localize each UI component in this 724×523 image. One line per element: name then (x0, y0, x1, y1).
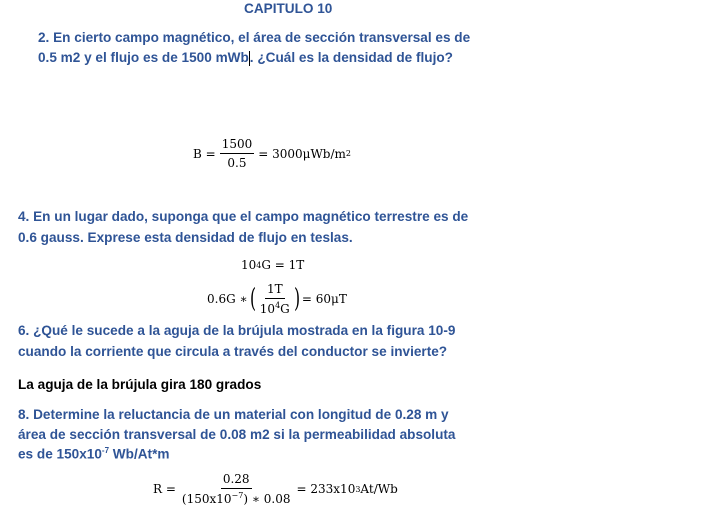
eq-rhs-b: At/Wb (360, 482, 398, 496)
question-2-line2a: 0.5 m2 y el flujo es de 1500 mWb (38, 50, 249, 65)
question-6-line1: 6. ¿Qué le sucede a la aguja de la brújula mostrada en la figura 10-9 (18, 323, 456, 338)
eq-sup: 4 (256, 260, 262, 270)
question-2-line2 (38, 50, 453, 66)
question-4-line2: 0.6 gauss. Exprese esta densidad de flujo en teslas. (18, 230, 353, 245)
eq-denominator (258, 299, 292, 316)
equation-gauss-tesla (241, 258, 304, 272)
eq-rhs: = 3000μWb/m (258, 146, 346, 161)
den-sup: −7 (231, 491, 244, 500)
line3a: es de 150x10 (18, 446, 102, 462)
question-8-line2: área de sección transversal de 0.08 m2 si la permeabilidad absoluta (18, 427, 456, 442)
eq-lhs: R = (153, 482, 176, 496)
question-8-line3 (18, 446, 169, 462)
den-sup: 4 (275, 301, 281, 310)
eq-lhs: 0.6G ∗ (207, 292, 248, 306)
den-rest: G (280, 302, 290, 316)
chapter-title: CAPITULO 10 (244, 1, 333, 16)
left-paren: ( (249, 284, 256, 314)
question-4-line1: 4. En un lugar dado, suponga que el campo magnético terrestre es de (18, 209, 469, 224)
line3b: Wb/At*m (109, 446, 170, 462)
question-2-line1: 2. En cierto campo magnético, el área de sección transversal es de (38, 30, 471, 45)
equation-reluctance (153, 472, 398, 506)
eq-numerator: 1500 (220, 137, 255, 154)
eq-rhs-sup: 2 (345, 149, 351, 158)
eq-rest: G = 1T (261, 258, 305, 272)
eq-numerator: 0.28 (221, 472, 252, 489)
eq-rhs: = 60μT (301, 292, 347, 306)
question-6-line2: cuando la corriente que circula a través del conductor se invierte? (18, 344, 448, 359)
question-2-line2b: . ¿Cuál es la densidad de flujo? (249, 50, 453, 65)
eq-numerator: 1T (265, 282, 285, 299)
line3-sup: -7 (101, 446, 110, 455)
den-base: 10 (259, 302, 276, 316)
den-a: (150x10 (181, 492, 232, 506)
eq-lhs: B = (193, 146, 216, 161)
eq-rhs-a: = 233x10 (296, 482, 356, 496)
right-paren: ) (293, 284, 300, 314)
eq-denominator: 0.5 (227, 156, 247, 170)
equation-flux-density (193, 137, 351, 170)
answer-6: La aguja de la brújula gira 180 grados (18, 377, 262, 392)
equation-conversion (207, 282, 347, 316)
eq-base: 10 (241, 258, 257, 272)
den-b: ) ∗ 0.08 (243, 492, 291, 506)
eq-denominator (180, 489, 293, 506)
eq-rhs-sup: 3 (355, 484, 361, 494)
question-8-line1: 8. Determine la reluctancia de un material con longitud de 0.28 m y (18, 407, 449, 422)
